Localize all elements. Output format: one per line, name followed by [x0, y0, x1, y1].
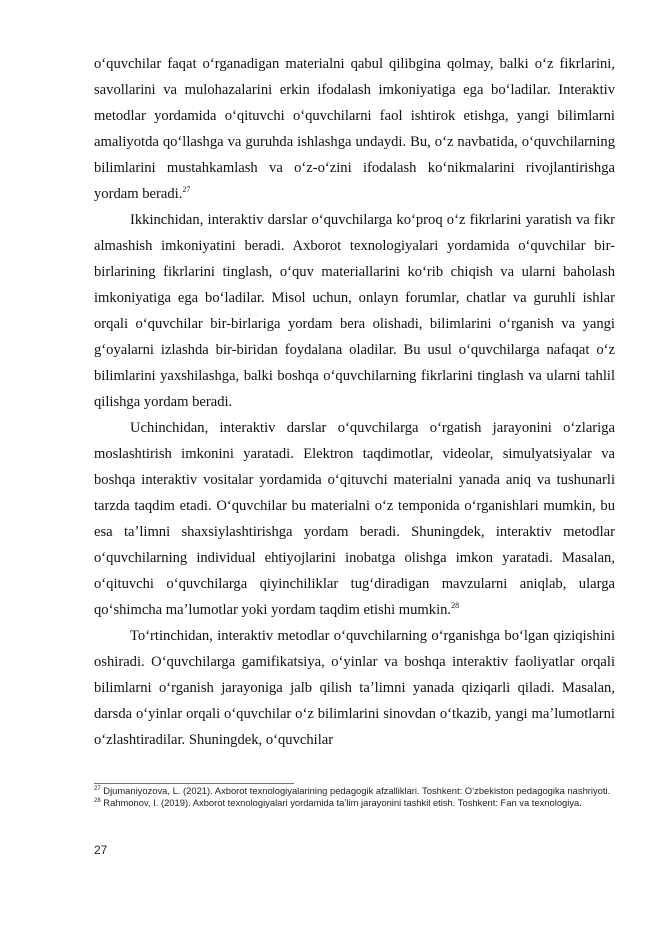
paragraph-4: Toʻrtinchidan, interaktiv metodlar oʻquvchilarning oʻrganishga boʻlgan qiziqishini oshiradi. Oʻquvchilarga gamifikatsiya, oʻyinlar va boshqa interaktiv faoliyatlar orqali bilimlarni oʻrganish jarayoniga jalb qilish taʼlimni yanada qiziqarli qiladi. Masalan, darsda oʻyinlar orqali oʻquvchilar oʻz bilimlarini sinovdan oʻtkazib, yangi maʼlumotlarni oʻzlashtiradilar. Shuningdek, oʻquvchilar	[94, 628, 615, 748]
footnote-ref-27: 27	[182, 185, 191, 195]
footnotes	[94, 785, 614, 809]
paragraph-3: Uchinchidan, interaktiv darslar oʻquvchilarga oʻrgatish jarayonini oʻzlariga moslashtirish imkonini yaratadi. Elektron taqdimotlar, videolar, simulyatsiyalar va boshqa interaktiv vositalar yordamida oʻqituvchi materialni yanada aniq va tushunarli tarzda taqdim etadi. Oʻquvchilar bu materialni oʻz temponida oʻrganishlari mumkin, bu esa taʼlimni shaxsiylashtirishga yordam beradi. Shuningdek, interaktiv metodlar oʻquvchilarning individual ehtiyojlarini inobatga olishga imkon yaratadi. Masalan, oʻqituvchi oʻquvchilarga qiyinchiliklar tugʻdiradigan mavzularni aniqlab, ularga qoʻshimcha maʼlumotlar yoki yordam taqdim etishi mumkin.$^{28}$	[94, 420, 615, 618]
paragraph-1: oʻquvchilar faqat oʻrganadigan materialni qabul qilibgina qolmay, balki oʻz fikrlarini, savollarini va mulohazalarini erkin ifodalash imkoniyatiga ega boʻladilar. Interaktiv metodlar yordamida oʻqituvchi oʻquvchilarni faol ishtirok etishga, yangi bilimlarni amaliyotda qoʻllashga va guruhda ishlashga undaydi. Bu, oʻz navbatida, oʻquvchilarning bilimlarini mustahkamlash va oʻz-oʻzini ifodalash koʻnikmalarini rivojlantirishga yordam beradi.$^{27}$	[94, 56, 615, 202]
page-number: 27	[94, 843, 108, 857]
footnote-divider	[94, 783, 294, 784]
footnote-ref-28: 28	[451, 601, 460, 611]
paragraph-2: Ikkinchidan, interaktiv darslar oʻquvchilarga koʻproq oʻz fikrlarini yaratish va fikr almashish imkoniyatini beradi. Axborot texnologiyalari yordamida oʻquvchilar bir-birlarining fikrlarini tinglash, oʻquv materiallarini koʻrib chiqish va ularni baholash imkoniyatiga ega boʻladilar. Misol uchun, onlayn forumlar, chatlar va guruhli ishlar orqali oʻquvchilar bir-birlariga yordam bera olishadi, bilimlarini oʻrganish va yangi gʻoyalarni izlashda bir-biridan foydalana oladilar. Bu usul oʻquvchilarga nafaqat oʻz bilimlarini yaxshilashga, balki boshqa oʻquvchilarning fikrlarini tinglash va ularni tahlil qilishga yordam beradi.	[94, 212, 615, 410]
footnote-27: $^{27}$ Djumaniyozova, L. (2021). Axborot texnologiyalarining pedagogik afzalliklari. Toshkent: Oʻzbekiston pedagogika nashriyoti.	[94, 785, 611, 796]
body-text	[94, 51, 615, 753]
footnote-28: $^{28}$ Rahmonov, I. (2019). Axborot texnologiyalari yordamida taʼlim jarayonini tashkil etish. Toshkent: Fan va texnologiya.	[94, 797, 582, 808]
